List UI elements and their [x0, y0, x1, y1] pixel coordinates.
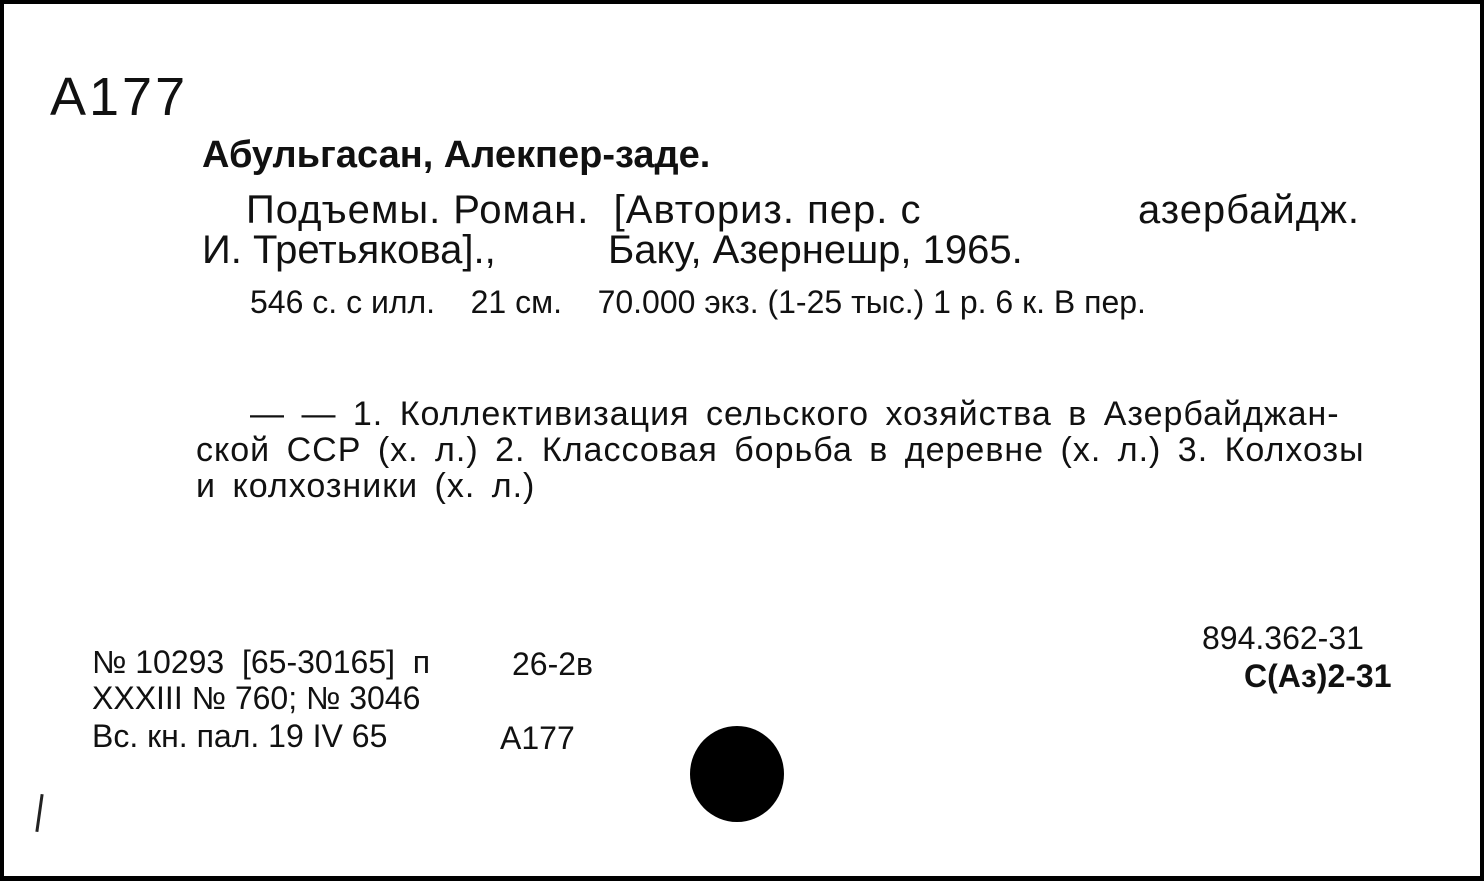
udc-classification: 894.362-31	[1202, 620, 1364, 656]
imprint: Баку, Азернешр, 1965.	[608, 228, 1023, 272]
author-heading: Абульгасан, Алекпер-заде.	[202, 134, 711, 176]
subject-line-2: ской ССР (х. л.) 2. Классовая борьба в деревне (х. л.) 3. Колхозы	[196, 431, 1365, 469]
punch-hole	[690, 726, 784, 822]
registration-line-1: № 10293 [65-30165] п	[92, 644, 431, 680]
subject-line-3: и колхозники (х. л.)	[196, 467, 536, 505]
order-code: 26-2в	[512, 646, 594, 682]
physical-description: 546 с. с илл. 21 см. 70.000 экз. (1-25 тыс.) 1 р. 6 к. В пер.	[250, 284, 1146, 320]
bbk-classification: С(Аз)2-31	[1244, 658, 1392, 694]
pencil-mark	[35, 794, 43, 832]
registration-line-3: Вс. кн. пал. 19 IV 65	[92, 718, 388, 754]
registration-line-2: XXXIII № 760; № 3046	[92, 680, 421, 716]
title-line-2: И. Третьякова].,	[202, 228, 496, 272]
title-line-1: Подъемы. Роман. [Авториз. пер. с	[246, 188, 922, 232]
cutter-code: А177	[500, 720, 575, 756]
title-line-1-end: азербайдж.	[1138, 188, 1360, 232]
subject-line-1: — — 1. Коллективизация сельского хозяйства в Азербайджан-	[250, 395, 1340, 433]
subject-headings	[196, 396, 1376, 504]
handwritten-shelf-mark: A177	[50, 67, 189, 127]
